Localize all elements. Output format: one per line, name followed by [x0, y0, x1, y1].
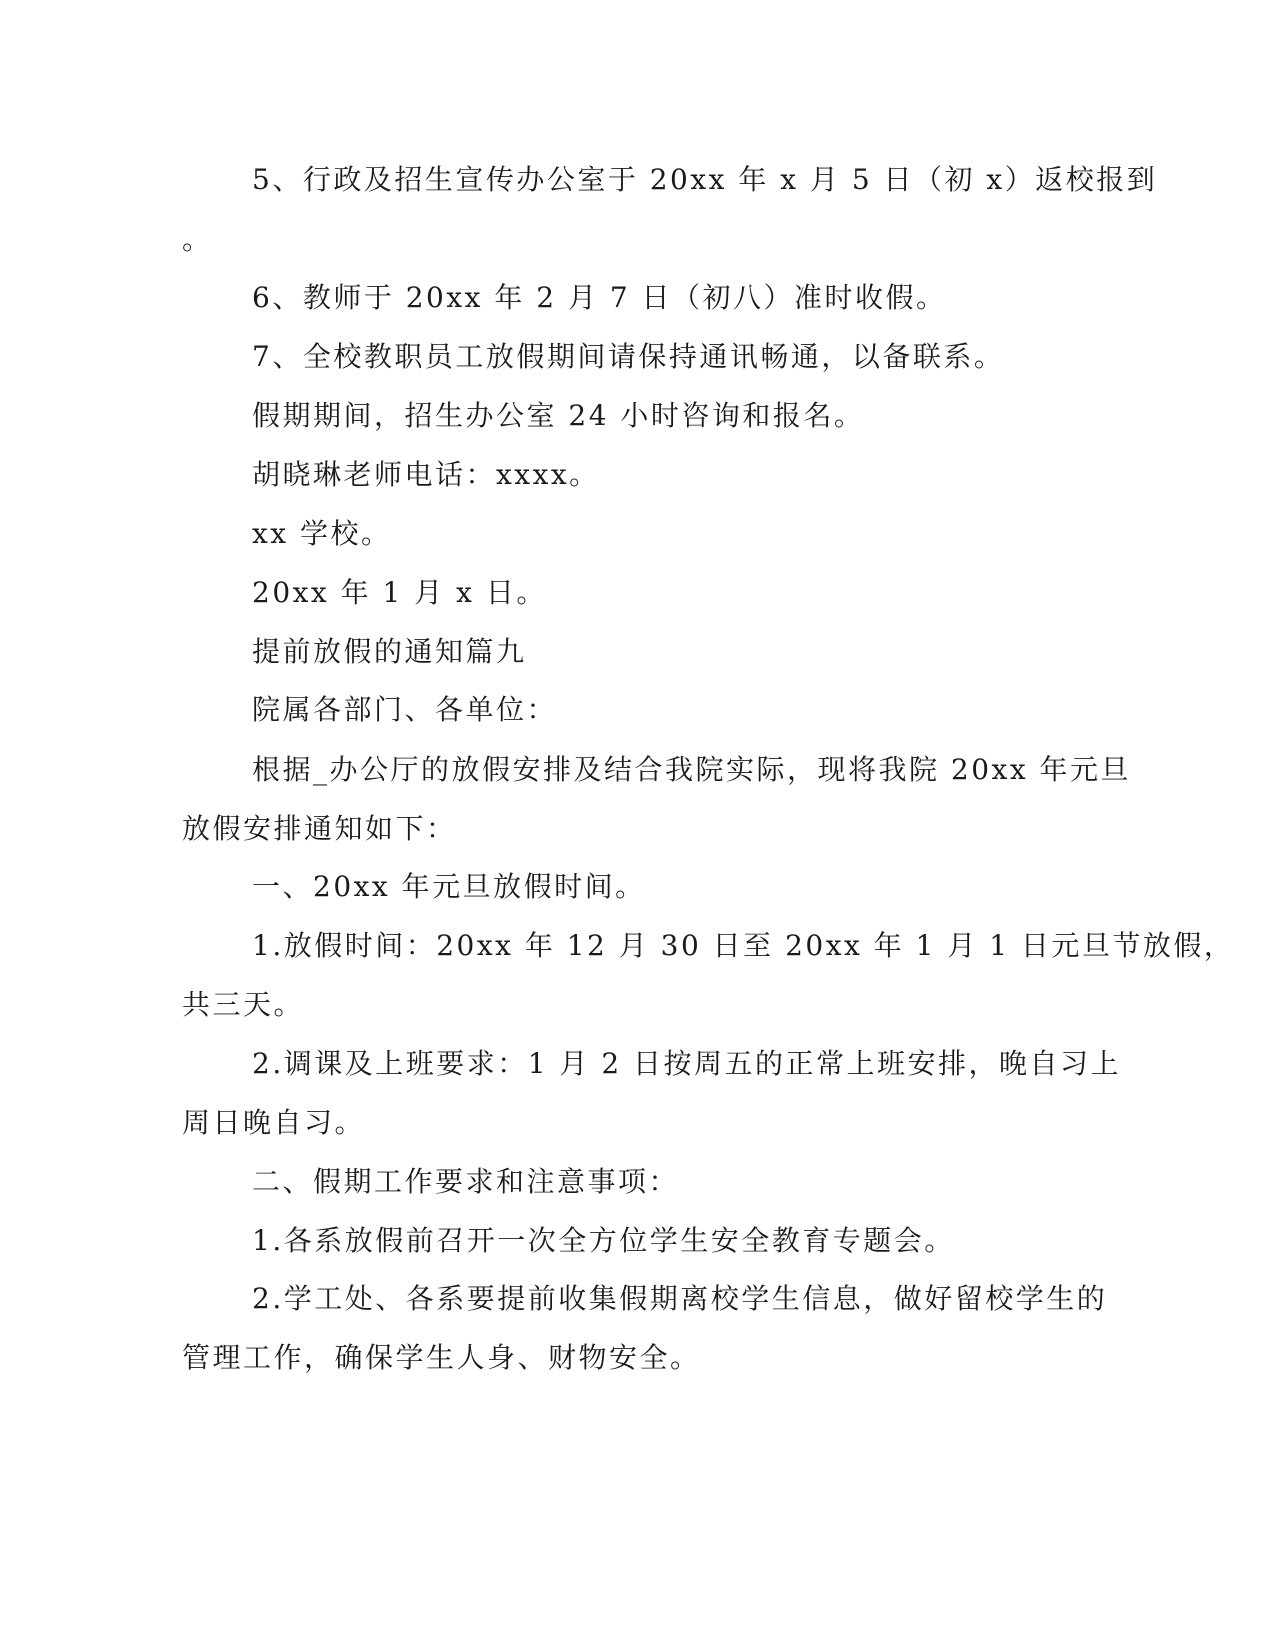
paragraph-line: 1.各系放假前召开一次全方位学生安全教育专题会。 [252, 1224, 955, 1257]
paragraph-line: 2.调课及上班要求：1 月 2 日按周五的正常上班安排，晚自习上 [252, 1047, 1122, 1080]
paragraph-line: 根据_办公厅的放假安排及结合我院实际，现将我院 20xx 年元旦 [252, 753, 1132, 786]
paragraph-line: 一、20xx 年元旦放假时间。 [252, 870, 646, 903]
paragraph-line: 二、假期工作要求和注意事项： [252, 1165, 680, 1198]
paragraph-line: 6、教师于 20xx 年 2 月 7 日（初八）准时收假。 [252, 281, 947, 314]
paragraph-line: 1.放假时间：20xx 年 12 月 30 日至 20xx 年 1 月 1 日元旦节放假， [252, 929, 1235, 962]
paragraph-line: 7、全校教职员工放假期间请保持通讯畅通，以备联系。 [252, 340, 1005, 373]
paragraph-line: 共三天。 [182, 988, 305, 1021]
paragraph-line: 5、行政及招生宣传办公室于 20xx 年 x 月 5 日（初 x）返校报到 [252, 163, 1158, 196]
paragraph-line: 周日晚自习。 [182, 1106, 366, 1139]
paragraph-line: 假期期间，招生办公室 24 小时咨询和报名。 [252, 399, 865, 432]
paragraph-line: 管理工作，确保学生人身、财物安全。 [182, 1341, 701, 1374]
paragraph-line: xx 学校。 [252, 517, 392, 550]
paragraph-line: 20xx 年 1 月 x 日。 [252, 576, 547, 609]
paragraph-line: 胡晓琳老师电话：xxxx。 [252, 458, 600, 491]
paragraph-line: 。 [182, 223, 213, 256]
paragraph-line: 2.学工处、各系要提前收集假期离校学生信息，做好留校学生的 [252, 1282, 1108, 1315]
paragraph-line: 放假安排通知如下： [182, 812, 457, 845]
section-heading: 提前放假的通知篇九 [252, 635, 527, 668]
paragraph-line: 院属各部门、各单位： [252, 693, 558, 726]
